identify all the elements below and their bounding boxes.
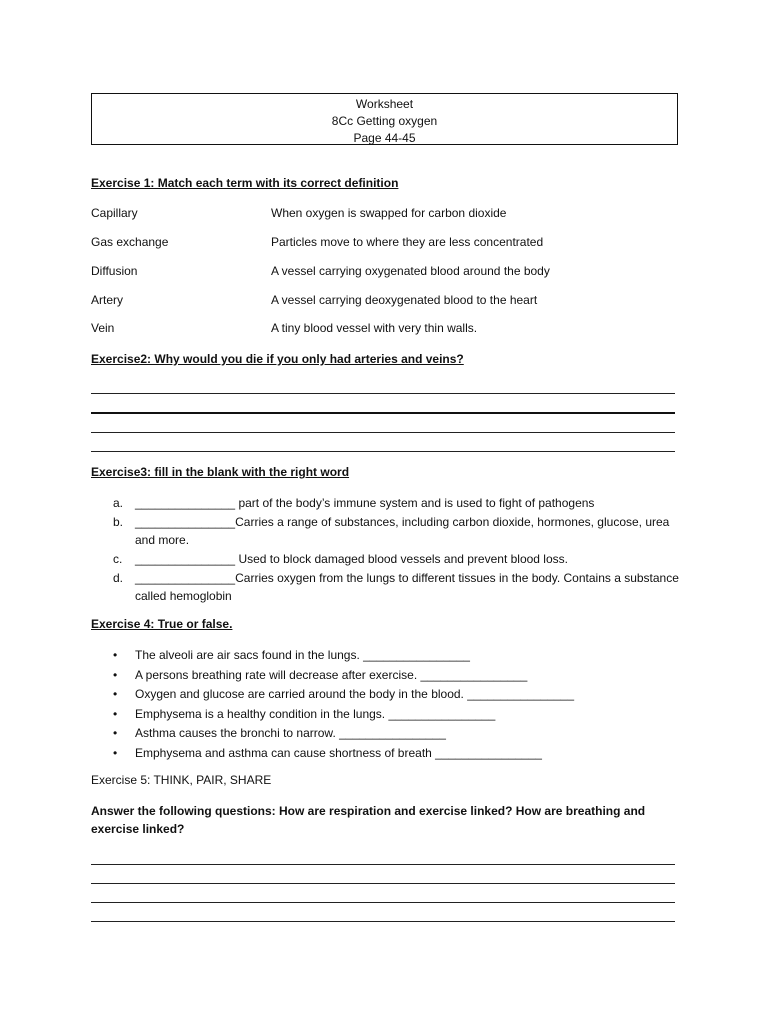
exercise4-heading: Exercise 4: True or false. [91, 617, 233, 631]
bullet-icon: • [113, 706, 118, 721]
match-row [91, 264, 681, 280]
match-term: Diffusion [91, 264, 138, 278]
exercise5-question: Answer the following questions: How are respiration and exercise linked? How are breathing and exercise linked? [91, 804, 646, 836]
item-marker: b. [113, 515, 124, 529]
worksheet-title: Worksheet [355, 97, 414, 111]
exercise3-heading: Exercise3: fill in the blank with the right word [91, 465, 350, 479]
fill-in-item [91, 494, 691, 512]
match-definition: A vessel carrying oxygenated blood around the body [271, 264, 550, 278]
match-definition: A tiny blood vessel with very thin walls. [271, 321, 478, 335]
answer-line [91, 451, 675, 452]
match-term: Gas exchange [91, 235, 169, 249]
match-row [91, 293, 681, 309]
item-text: Asthma causes the bronchi to narrow. ________________ [135, 726, 446, 740]
exercise1-heading: Exercise 1: Match each term with its correct definition [91, 176, 399, 190]
item-text: The alveoli are air sacs found in the lungs. ________________ [135, 648, 470, 662]
fill-in-item [91, 513, 691, 549]
bullet-icon: • [113, 648, 118, 662]
answer-line [91, 883, 675, 884]
true-false-item [91, 724, 691, 744]
fill-in-item [91, 569, 691, 605]
match-term: Capillary [91, 206, 138, 220]
item-text: Oxygen and glucose are carried around the body in the blood. ________________ [135, 687, 575, 701]
true-false-item [91, 646, 691, 666]
match-definition: Particles move to where they are less concentrated [271, 235, 544, 249]
item-text: _______________Carries oxygen from the lungs to different tissues in the body. Contains a substance called hemoglobin [135, 571, 679, 603]
exercise5-heading: Exercise 5: THINK, PAIR, SHARE [91, 773, 272, 787]
worksheet-topic: 8Cc Getting oxygen [331, 114, 438, 128]
item-text: _______________ Used to block damaged blood vessels and prevent blood loss. [135, 552, 568, 566]
match-definition: When oxygen is swapped for carbon dioxide [271, 206, 507, 220]
item-text: _______________ part of the body’s immune system and is used to fight of pathogens [135, 496, 595, 510]
item-text: A persons breathing rate will decrease after exercise. ________________ [135, 667, 528, 682]
match-row [91, 235, 681, 251]
fill-in-list [91, 494, 691, 606]
match-row [91, 321, 681, 337]
fill-in-item [91, 550, 691, 568]
item-marker: a. [113, 496, 124, 510]
bullet-icon: • [113, 745, 118, 760]
answer-line [91, 921, 675, 922]
answer-line [91, 864, 675, 865]
match-term: Artery [91, 293, 124, 307]
answer-line [91, 412, 675, 414]
true-false-item [91, 685, 691, 705]
item-text: Emphysema is a healthy condition in the lungs. ________________ [135, 706, 496, 721]
bullet-icon: • [113, 687, 118, 701]
match-row [91, 206, 681, 222]
match-term: Vein [91, 321, 115, 335]
answer-line [91, 393, 675, 394]
answer-line [91, 902, 675, 903]
item-marker: d. [113, 571, 124, 585]
exercise2-heading: Exercise2: Why would you die if you only had arteries and veins? [91, 352, 464, 366]
item-text: _______________Carries a range of substances, including carbon dioxide, hormones, glucose, urea and more. [135, 515, 670, 547]
true-false-item [91, 666, 691, 686]
match-definition: A vessel carrying deoxygenated blood to the heart [271, 293, 538, 307]
true-false-item [91, 744, 691, 764]
true-false-item [91, 705, 691, 725]
bullet-icon: • [113, 667, 118, 682]
answer-line [91, 432, 675, 433]
worksheet-pages: Page 44-45 [353, 131, 416, 145]
item-text: Emphysema and asthma can cause shortness of breath ________________ [135, 745, 542, 760]
worksheet-title-box [91, 93, 678, 145]
bullet-icon: • [113, 726, 118, 740]
true-false-list [91, 646, 691, 763]
item-marker: c. [113, 552, 123, 566]
